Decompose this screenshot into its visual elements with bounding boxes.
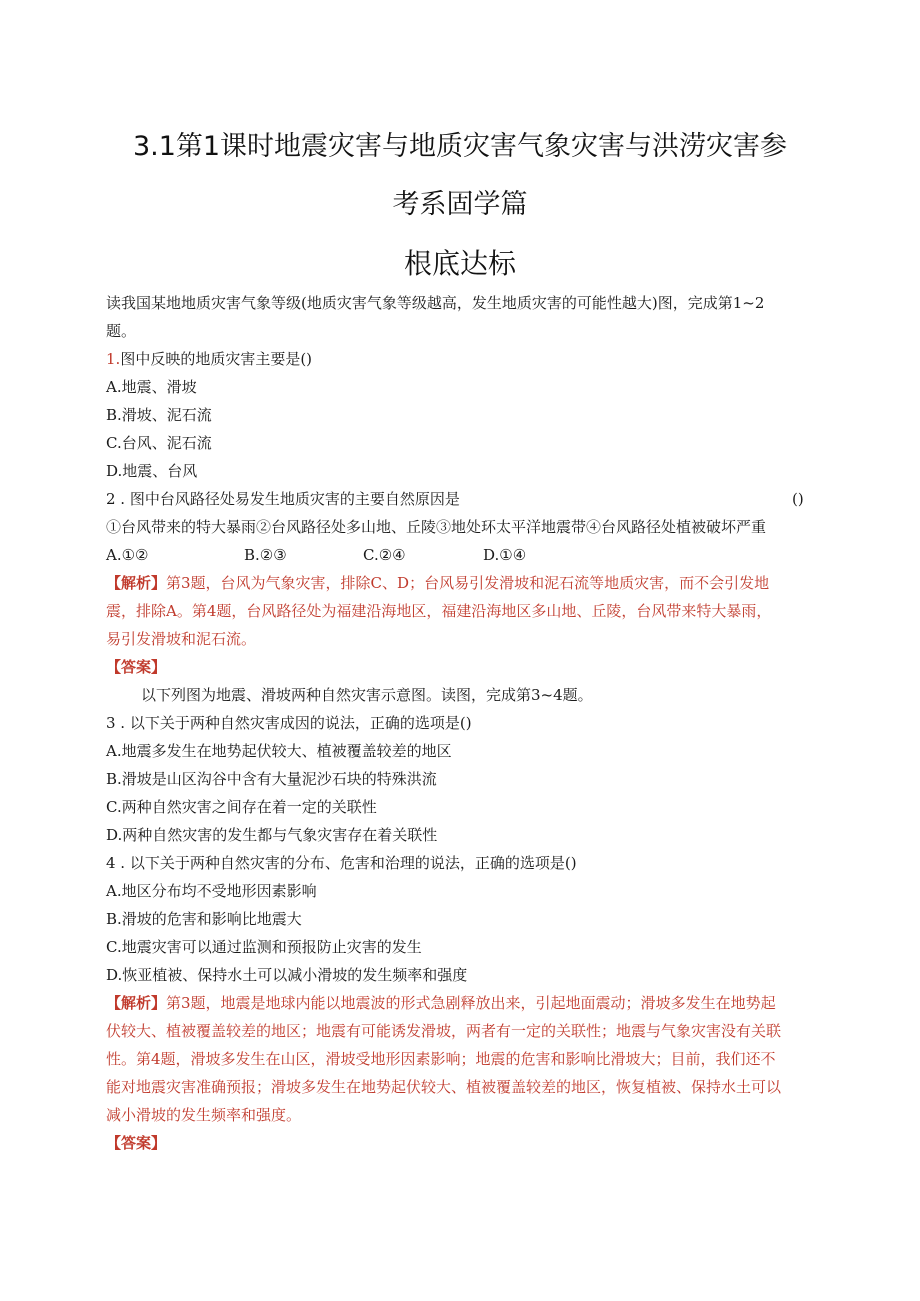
question-1-option-d: D.地震、台风 xyxy=(106,462,198,480)
question-4-option-d: D.恢亚植被、保持水土可以减小滑坡的发生频率和强度 xyxy=(106,966,468,984)
question-2-option-c: C.②④ xyxy=(363,546,406,564)
analysis-2-line-5: 减小滑坡的发生频率和强度。 xyxy=(106,1106,302,1124)
question-1-option-a: A.地震、滑坡 xyxy=(106,378,197,396)
title-line-1: 3.1第1课时地震灾害与地质灾害气象灾害与洪涝灾害参 xyxy=(132,131,788,162)
analysis-2-line-4: 能对地震灾害准确预报；滑坡多发生在地势起伏较大、植被覆盖较差的地区，恢复植被、保持水土可以 xyxy=(106,1078,782,1096)
question-1-option-c: C.台风、泥石流 xyxy=(106,434,212,452)
question-3-option-c: C.两种自然灾害之间存在着一定的关联性 xyxy=(106,798,377,816)
question-2-statements: ①台风带来的特大暴雨②台风路径处多山地、丘陵③地处环太平洋地震带④台风路径处植被破坏严重 xyxy=(106,518,767,536)
analysis-2-line-2: 伏较大、植被覆盖较差的地区；地震有可能诱发滑坡，两者有一定的关联性；地震与气象灾害没有关联 xyxy=(106,1022,782,1040)
question-1-text: 图中反映的地质灾害主要是() xyxy=(120,350,313,368)
question-2-stem-row xyxy=(106,489,826,509)
analysis-1-line-3: 易引发滑坡和泥石流。 xyxy=(106,630,257,648)
analysis-1-line-1: 【解析】第3题，台风为气象灾害，排除C、D；台风易引发滑坡和泥石流等地质灾害，而不会引发地 xyxy=(106,574,770,592)
question-4-stem: 4 . 以下关于两种自然灾害的分布、危害和治理的说法，正确的选项是() xyxy=(106,854,577,872)
question-3-option-b: B.滑坡是山区沟谷中含有大量泥沙石块的特殊洪流 xyxy=(106,770,437,788)
analysis-1-line-2: 震，排除A。第4题，台风路径处为福建沿海地区，福建沿海地区多山地、丘陵，台风带来特大暴雨， xyxy=(106,602,772,620)
answer-1-label: 【答案】 xyxy=(106,658,167,676)
section-title: 根底达标 xyxy=(403,247,516,280)
question-2-option-a: A.①② xyxy=(106,546,149,564)
intro-1-line-1: 读我国某地地质灾害气象等级(地质灾害气象等级越高，发生地质灾害的可能性越大)图，完成第1~2 xyxy=(106,294,765,312)
question-2-stem: 2 . 图中台风路径处易发生地质灾害的主要自然原因是 xyxy=(106,490,460,508)
question-1-option-b: B.滑坡、泥石流 xyxy=(106,406,212,424)
analysis-2-tag: 【解析】 xyxy=(106,994,167,1012)
question-3-option-a: A.地震多发生在地势起伏较大、植被覆盖较差的地区 xyxy=(106,742,452,760)
question-4-option-b: B.滑坡的危害和影响比地震大 xyxy=(106,910,302,928)
question-4-option-c: C.地震灾害可以通过监测和预报防止灾害的发生 xyxy=(106,938,422,956)
intro-1-line-2: 题。 xyxy=(106,322,137,340)
intro-2: 以下列图为地震、滑坡两种自然灾害示意图。读图，完成第3~4题。 xyxy=(141,686,593,704)
question-1-number: 1. xyxy=(106,350,121,368)
question-2-options-row xyxy=(106,545,826,565)
answer-2-label: 【答案】 xyxy=(106,1134,167,1152)
analysis-1-tag: 【解析】 xyxy=(106,574,167,592)
question-3-stem: 3 . 以下关于两种自然灾害成因的说法，正确的选项是() xyxy=(106,714,472,732)
question-3-option-d: D.两种自然灾害的发生都与气象灾害存在着关联性 xyxy=(106,826,438,844)
analysis-2-line-3: 性。第4题，滑坡多发生在山区，滑坡受地形因素影响；地震的危害和影响比滑坡大；目前，我们还不 xyxy=(106,1050,776,1068)
question-4-option-a: A.地区分布均不受地形因素影响 xyxy=(106,882,317,900)
question-2-option-b: B.②③ xyxy=(244,546,287,564)
title-line-2: 考系固学篇 xyxy=(392,189,528,220)
analysis-2-line-1: 【解析】第3题，地震是地球内能以地震波的形式急剧释放出来，引起地面震动；滑坡多发生在地势起 xyxy=(106,994,776,1012)
question-2-paren: () xyxy=(792,490,804,508)
question-1-stem xyxy=(106,349,826,369)
question-2-option-d: D.①④ xyxy=(483,546,527,564)
